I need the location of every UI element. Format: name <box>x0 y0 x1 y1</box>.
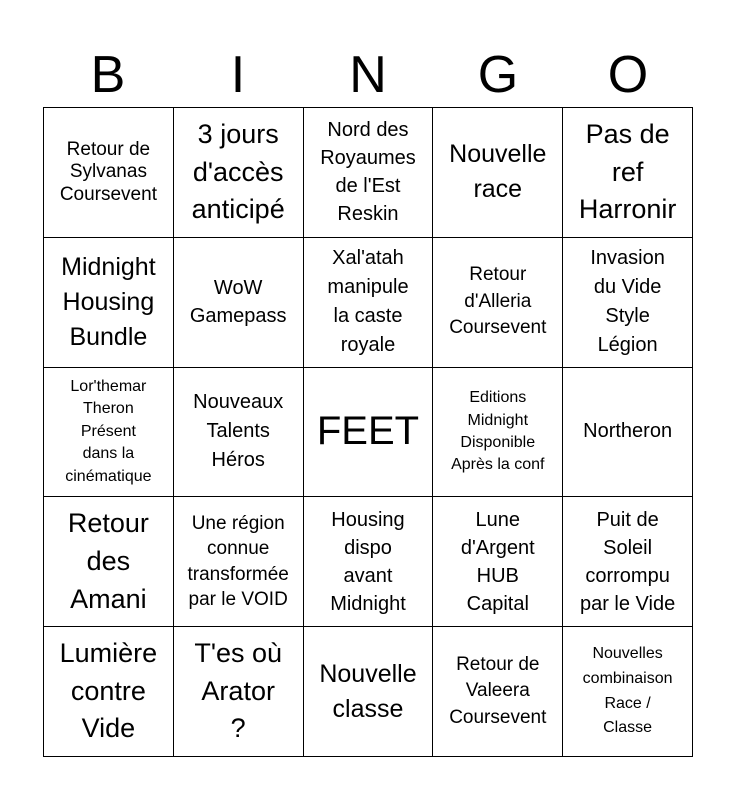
cell-text: Puit de Soleil corrompu par le Vide <box>579 508 676 615</box>
cell-text: Retour de Valeera Coursevent <box>449 653 547 728</box>
cell-text: Housing dispo avant Midnight <box>330 508 406 615</box>
bingo-cell[interactable] <box>563 108 693 238</box>
cell-text: Nouvelle race <box>449 140 547 204</box>
bingo-cell[interactable] <box>304 108 434 238</box>
cell-text: Xal'atah manipule la caste royale <box>327 247 409 357</box>
bingo-cell[interactable] <box>433 238 563 368</box>
cell-text: Une région connue transformée par le VOID <box>187 512 289 611</box>
bingo-cell[interactable] <box>174 368 304 498</box>
cell-text: Pas de ref Harronir <box>578 118 677 225</box>
bingo-cell[interactable] <box>563 497 693 627</box>
cell-text: T'es où Arator ? <box>194 637 283 744</box>
cell-text: Lumière contre Vide <box>59 637 158 744</box>
cell-text: Lune d'Argent HUB Capital <box>460 508 535 615</box>
cell-text: Invasion du Vide Style Légion <box>590 247 665 357</box>
header-letter-n: N <box>349 46 387 104</box>
cell-text: FEET <box>316 409 420 454</box>
bingo-cell[interactable] <box>174 627 304 757</box>
bingo-cell[interactable] <box>44 238 174 368</box>
bingo-cell[interactable] <box>433 108 563 238</box>
bingo-cell[interactable] <box>44 497 174 627</box>
cell-text: Midnight Housing Bundle <box>61 252 156 351</box>
cell-text: Nouveaux Talents Héros <box>193 391 284 472</box>
bingo-cell[interactable] <box>44 627 174 757</box>
cell-text: Lor'themar Theron Présent dans la cinématique <box>65 378 152 485</box>
bingo-cell[interactable] <box>304 497 434 627</box>
header-letter-i: I <box>230 46 246 104</box>
bingo-cell[interactable] <box>44 368 174 498</box>
bingo-cell[interactable] <box>563 238 693 368</box>
bingo-cell[interactable] <box>174 108 304 238</box>
bingo-cell[interactable] <box>44 108 174 238</box>
bingo-board <box>43 107 693 757</box>
cell-text: Nouvelle classe <box>319 659 417 723</box>
bingo-cell[interactable] <box>304 368 434 498</box>
bingo-cell[interactable] <box>174 238 304 368</box>
bingo-cell[interactable] <box>433 368 563 498</box>
cell-text: 3 jours d'accès anticipé <box>191 118 285 225</box>
header-letter-b: B <box>90 46 126 104</box>
bingo-cell[interactable] <box>174 497 304 627</box>
bingo-cell[interactable] <box>433 627 563 757</box>
cell-text: Retour d'Alleria Coursevent <box>449 264 547 339</box>
header-letter-o: O <box>607 46 649 104</box>
cell-text: Editions Midnight Disponible Après la conf <box>451 389 545 474</box>
cell-text: WoW Gamepass <box>189 277 287 328</box>
bingo-header <box>43 42 693 108</box>
bingo-cell[interactable] <box>563 368 693 498</box>
bingo-cell[interactable] <box>304 238 434 368</box>
cell-text: Northeron <box>583 420 673 443</box>
bingo-cell[interactable] <box>433 497 563 627</box>
header-letter-g: G <box>477 46 519 104</box>
cell-text: Retour des Amani <box>67 508 149 614</box>
cell-text: Retour de Sylvanas Coursevent <box>59 138 157 205</box>
bingo-cell[interactable] <box>563 627 693 757</box>
cell-text: Nord des Royaumes de l'Est Reskin <box>320 119 416 226</box>
cell-text: Nouvelles combinaison Race / Classe <box>582 645 673 737</box>
bingo-cell[interactable] <box>304 627 434 757</box>
